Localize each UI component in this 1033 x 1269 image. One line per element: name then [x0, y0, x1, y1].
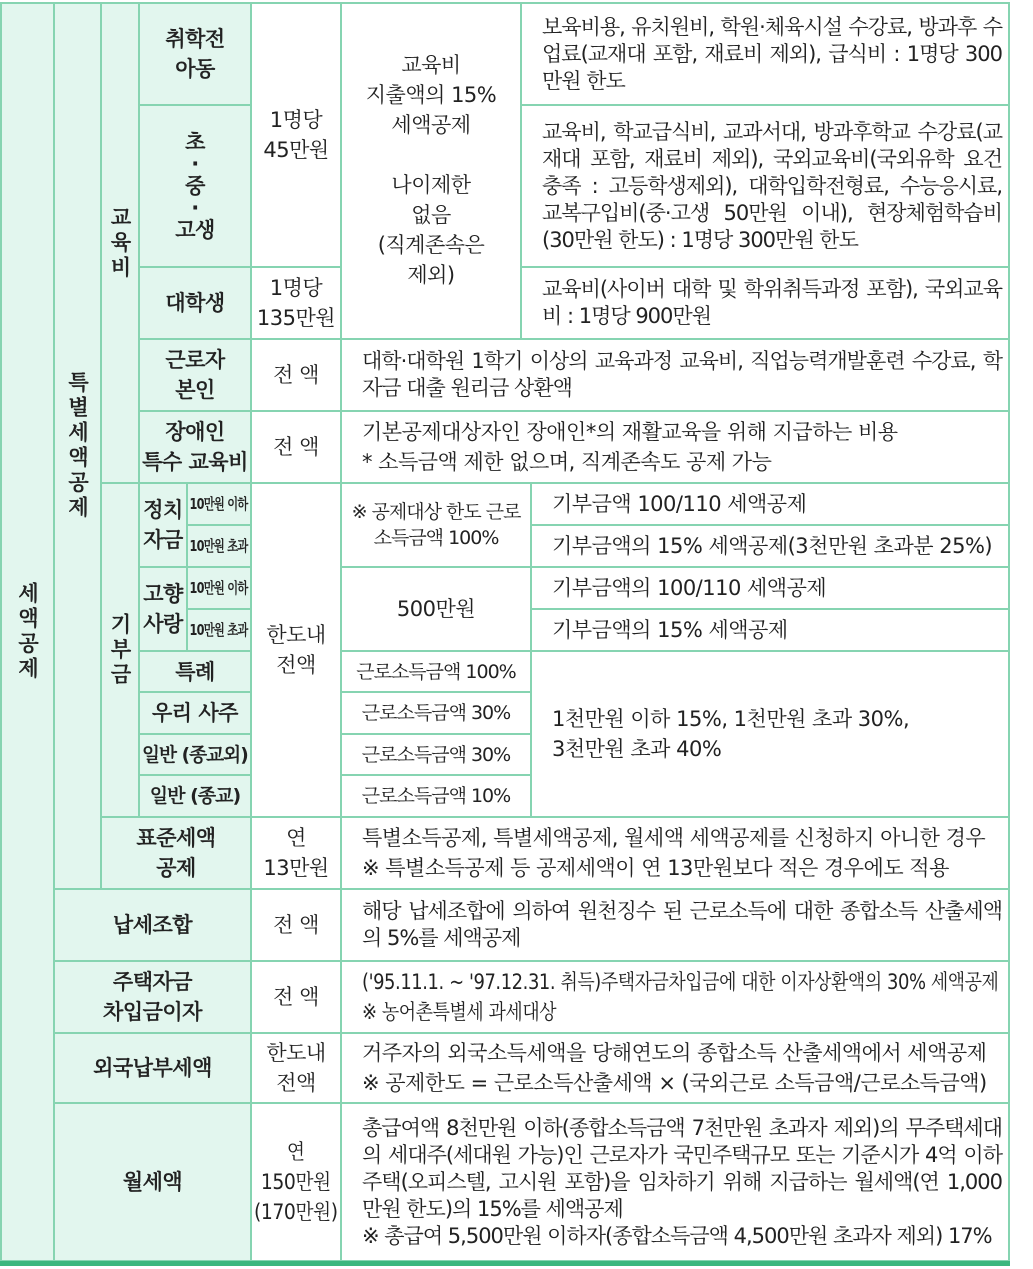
- hometown-rate-1-text: 기부금액의 100/110 세액공제: [552, 576, 827, 600]
- political-fund-label-text: 정치 자금: [143, 498, 183, 552]
- general-religious-label-text: 일반 (종교): [149, 785, 241, 807]
- political-rate-1-text: 기부금액 100/110 세액공제: [552, 492, 807, 516]
- monthly-rent-label: [55, 1104, 252, 1262]
- tax-association-limit: [252, 890, 342, 962]
- hometown-over-100k: [188, 610, 252, 652]
- monthly-rent-limit-text: 연 150만원 (170만원): [254, 1140, 338, 1224]
- hometown-label-text: 고향 사랑: [143, 582, 183, 636]
- standard-credit-label: [102, 818, 252, 890]
- foreign-tax-limit: [252, 1034, 342, 1104]
- foreign-tax-label-text: 외국납부세액: [93, 1056, 212, 1080]
- political-fund-label: [140, 484, 188, 568]
- worker-self-limit: [252, 340, 342, 412]
- table-bottom-border: [0, 1261, 1010, 1266]
- preschool-label: [140, 4, 252, 106]
- category-special-tax-credit-text: 특별세액공제: [65, 371, 90, 521]
- hometown-cap-text: 500만원: [396, 597, 476, 621]
- hometown-rate-1: [532, 568, 1010, 610]
- donation-label-text: 기부금: [108, 612, 132, 688]
- preschool-detail-text: 보육비용, 유치원비, 학원·체육시설 수강료, 방과후 수업료(교재대 포함, 재료비 제외), 급식비 : 1명당 300만원 한도: [542, 14, 1002, 93]
- worker-self-detail: [342, 340, 1010, 412]
- tax-association-detail-text: 해당 납세조합에 의하여 원천징수 된 근로소득에 대한 종합소득 산출세액의 5%를 세액공제: [362, 899, 1002, 950]
- tax-association-label-text: 납세조합: [112, 913, 193, 937]
- category-tax-credit: [0, 4, 55, 1262]
- school-label-text: 초 · 중 · 고생: [175, 130, 215, 242]
- worker-self-limit-text: 전 액: [273, 363, 319, 387]
- preschool-label-text: 취학전 아동: [165, 27, 225, 81]
- university-detail: [522, 268, 1010, 340]
- political-cap-text: ※ 공제대상 한도 근로소득금액 100%: [351, 501, 521, 549]
- university-label: [140, 268, 252, 340]
- education-limit-shared-text: 1명당 45만원: [263, 108, 329, 162]
- monthly-rent-limit: [252, 1104, 342, 1262]
- housing-loan-interest-label: [55, 962, 252, 1034]
- education-rate: [342, 4, 522, 340]
- donation-others-rate: [532, 652, 1010, 818]
- education-label-text: 교육비: [108, 205, 132, 281]
- donation-others-rate-text: 1천만원 이하 15%, 1천만원 초과 30%, 3천만원 초과 40%: [552, 707, 910, 761]
- hometown-under-100k-text: 10만원 이하: [189, 579, 249, 597]
- special-donation-cap-text: 근로소득금액 100%: [356, 660, 516, 683]
- political-over-100k: [188, 526, 252, 568]
- tax-association-detail: [342, 890, 1010, 962]
- political-under-100k: [188, 484, 252, 526]
- tax-association-limit-text: 전 액: [273, 913, 319, 937]
- general-nonreligious-label: [140, 735, 252, 776]
- hometown-rate-2-text: 기부금액의 15% 세액공제: [552, 618, 788, 642]
- housing-loan-interest-detail: [342, 962, 1010, 1034]
- special-donation-cap: [342, 652, 532, 693]
- political-over-100k-text: 10만원 초과: [189, 537, 249, 555]
- monthly-rent-detail: [342, 1104, 1010, 1262]
- education-limit-shared: [252, 4, 342, 268]
- housing-loan-interest-limit-text: 전 액: [273, 985, 319, 1009]
- general-religious-label: [140, 776, 252, 818]
- monthly-rent-detail-text: 총급여액 8천만원 이하(종합소득금액 7천만원 초과자 제외)의 무주택세대의 세대주(세대원 가능)인 근로자가 국민주택규모 또는 기준시가 4억 이하 주택(오피스텔, 고시원 포함)을 임차하기 위해 지급하는 월세액(연 1,000만원 한도)의 15%를 세액공제 ※ 총급여 5,500만원 이하자(종합소득금액 4,500만원 초과자 제외) 17%: [362, 1115, 1002, 1248]
- general-religious-cap: [342, 776, 532, 818]
- housing-loan-interest-label-text: 주택자금 차입금이자: [103, 970, 202, 1024]
- foreign-tax-detail: [342, 1034, 1010, 1104]
- general-nonreligious-cap-text: 근로소득금액 30%: [361, 743, 511, 766]
- university-label-text: 대학생: [165, 291, 225, 315]
- category-tax-credit-text: 세액공제: [15, 582, 40, 682]
- employee-stock-cap: [342, 693, 532, 735]
- university-limit-text: 1명당 135만원: [256, 276, 336, 330]
- disabled-education-detail-text: 기본공제대상자인 장애인*의 재활교육을 위해 지급하는 비용 * 소득금액 제한 없으며, 직계존속도 공제 가능: [362, 420, 898, 474]
- employee-stock-cap-text: 근로소득금액 30%: [361, 702, 511, 724]
- education-label: [102, 4, 140, 484]
- political-rate-2: [532, 526, 1010, 568]
- standard-credit-limit-text: 연 13만원: [263, 826, 329, 880]
- political-cap: [342, 484, 532, 568]
- preschool-detail: [522, 4, 1010, 106]
- category-special-tax-credit: [55, 4, 102, 890]
- school-detail: [522, 106, 1010, 268]
- disabled-education-label-text: 장애인 특수 교육비: [142, 420, 248, 474]
- standard-credit-detail: [342, 818, 1010, 890]
- disabled-education-detail: [342, 412, 1010, 484]
- disabled-education-limit-text: 전 액: [273, 435, 319, 459]
- standard-credit-detail-text: 특별소득공제, 특별세액공제, 월세액 세액공제를 신청하지 아니한 경우 ※ 특별소득공제 등 공제세액이 연 13만원보다 적은 경우에도 적용: [362, 826, 986, 880]
- worker-self-label: [140, 340, 252, 412]
- housing-loan-interest-limit: [252, 962, 342, 1034]
- housing-loan-interest-detail-text: ('95.11.1. ~ '97.12.31. 취득)주택자금차입금에 대한 이자상환액의 30% 세액공제 ※ 농어촌특별세 과세대상: [362, 970, 999, 1024]
- general-nonreligious-cap: [342, 735, 532, 776]
- political-under-100k-text: 10만원 이하: [189, 495, 249, 513]
- university-detail-text: 교육비(사이버 대학 및 학위취득과정 포함), 국외교육비 : 1명당 900만원: [542, 277, 1002, 328]
- hometown-cap: [342, 568, 532, 652]
- hometown-rate-2: [532, 610, 1010, 652]
- university-limit: [252, 268, 342, 340]
- foreign-tax-label: [55, 1034, 252, 1104]
- disabled-education-label: [140, 412, 252, 484]
- hometown-over-100k-text: 10만원 초과: [189, 621, 249, 639]
- donation-limit-text: 한도내 전액: [266, 623, 326, 677]
- donation-limit: [252, 484, 342, 818]
- special-donation-label: [140, 652, 252, 693]
- monthly-rent-label-text: 월세액: [122, 1170, 183, 1194]
- standard-credit-limit: [252, 818, 342, 890]
- general-nonreligious-label-text: 일반 (종교외): [142, 743, 248, 766]
- foreign-tax-detail-text: 거주자의 외국소득세액을 당해연도의 종합소득 산출세액에서 세액공제 ※ 공제한도 = 근로소득산출세액 × (국외근로 소득금액/근로소득금액): [362, 1041, 987, 1095]
- school-label: [140, 106, 252, 268]
- worker-self-detail-text: 대학·대학원 1학기 이상의 교육과정 교육비, 직업능력개발훈련 수강료, 학자금 대출 원리금 상환액: [362, 349, 1002, 400]
- political-rate-1: [532, 484, 1010, 526]
- hometown-under-100k: [188, 568, 252, 610]
- school-detail-text: 교육비, 학교급식비, 교과서대, 방과후학교 수강료(교재대 포함, 재료비 제외), 국외교육비(국외유학 요건 충족 : 고등학생제외), 대학입학전형료, 수능응시료, 교복구입비(중·고생 50만원 이내), 현장체험학습비(30만원 한도) : 1명당 300만원 한도: [542, 119, 1002, 252]
- education-rate-text: 교육비 지출액의 15% 세액공제 나이제한 없음 (직계존속은 제외): [365, 53, 497, 287]
- donation-label: [102, 484, 140, 818]
- foreign-tax-limit-text: 한도내 전액: [266, 1041, 326, 1095]
- employee-stock-label: [140, 693, 252, 735]
- political-rate-2-text: 기부금액의 15% 세액공제(3천만원 초과분 25%): [552, 534, 993, 558]
- worker-self-label-text: 근로자 본인: [165, 348, 225, 402]
- employee-stock-label-text: 우리 사주: [152, 701, 238, 725]
- hometown-label: [140, 568, 188, 652]
- special-donation-label-text: 특례: [175, 659, 215, 684]
- disabled-education-limit: [252, 412, 342, 484]
- standard-credit-label-text: 표준세액 공제: [136, 826, 216, 880]
- tax-association-label: [55, 890, 252, 962]
- general-religious-cap-text: 근로소득금액 10%: [361, 785, 511, 807]
